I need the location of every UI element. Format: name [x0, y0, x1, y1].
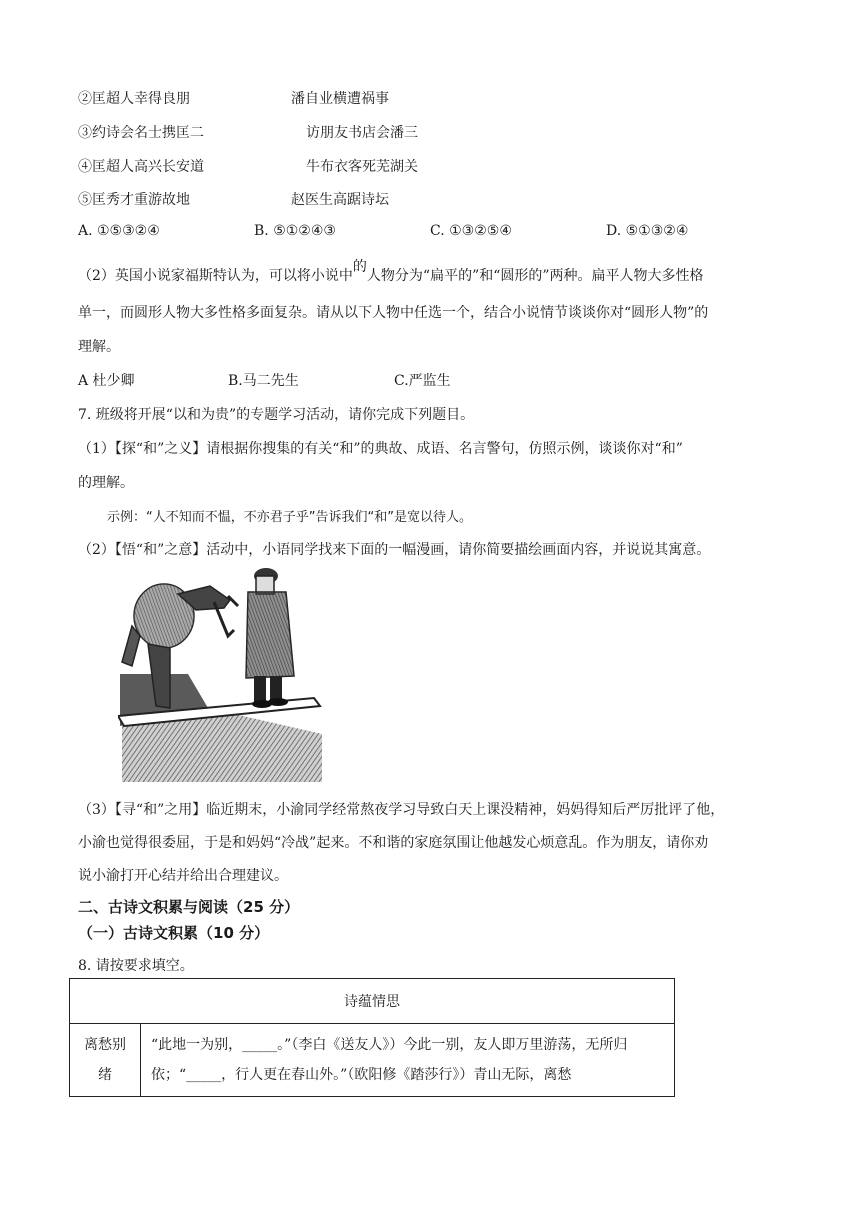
match-row-3-left: ③约诗会名士携匡二 [78, 125, 204, 141]
option-b: B. ⑤①②④③ [254, 223, 336, 239]
table-category [70, 1024, 141, 1097]
comic-illustration [118, 566, 322, 782]
q7-example: 示例：“人不知而不愠，不亦君子乎”告诉我们“和”是宽以待人。 [107, 510, 472, 525]
category-text: 离愁别绪 [84, 1037, 126, 1083]
match-row-3-right: 访朋友书店会潘三 [306, 125, 418, 141]
q7-3-line2: 小渝也觉得很委屈，于是和妈妈“冷战”起来。不和谐的家庭氛围让他越发心烦意乱。作为朋友，请你劝 [78, 835, 709, 851]
q6-2-line1 [78, 259, 704, 285]
section-2-title: 二、古诗文积累与阅读（25 分） [78, 898, 300, 916]
q7-intro: 7. 班级将开展“以和为贵”的专题学习活动，请你完成下列题目。 [78, 407, 475, 423]
match-row-2-left: ②匡超人幸得良朋 [78, 91, 190, 107]
q6-2-line1-b: 人物分为“扁平的”和“圆形的”两种。扁平人物大多性格 [366, 268, 704, 284]
match-row-5-left: ⑤匡秀才重游故地 [78, 192, 190, 208]
match-row-5-right: 赵医生高踞诗坛 [291, 192, 389, 208]
q7-3-line1: （3）【寻“和”之用】临近期末，小渝同学经常熬夜学习导致白天上课没精神，妈妈得知后严厉批评了他， [78, 802, 725, 818]
option-d: D. ⑤①③②④ [606, 223, 689, 239]
poem-table [69, 978, 675, 1097]
q7-1-line2: 的理解。 [78, 475, 134, 491]
table-header: 诗蕴情思 [70, 979, 675, 1024]
match-row-2-right: 潘自业横遭祸事 [291, 91, 389, 107]
q6-2-line1-sup: 的 [352, 259, 367, 275]
q7-1-line1: （1）【探“和”之义】请根据你搜集的有关“和”的典故、成语、名言警句，仿照示例，谈谈你对“和” [78, 441, 683, 457]
section-2-sub1: （一）古诗文积累（10 分） [78, 924, 270, 942]
choice-b: B.马二先生 [228, 373, 299, 389]
q7-3-line3: 说小渝打开心结并给出合理建议。 [78, 868, 288, 884]
match-row-4-left: ④匡超人高兴长安道 [78, 159, 204, 175]
choice-c: C.严监生 [394, 373, 451, 389]
q7-2: （2）【悟“和”之意】活动中，小语同学找来下面的一幅漫画，请你简要描绘画面内容，并说说其寓意。 [78, 542, 711, 558]
q6-2-line3: 理解。 [78, 339, 120, 355]
q6-2-line2: 单一，而圆形人物大多性格多面复杂。请从以下人物中任选一个，结合小说情节谈谈你对“圆形人物”的 [78, 305, 709, 321]
choice-a: A 杜少卿 [78, 373, 135, 389]
q6-2-line1-a: （2）英国小说家福斯特认为，可以将小说中 [78, 268, 353, 284]
table-content: “此地一为别，_____。”（李白《送友人》）今此一别，友人即万里游荡，无所归依；“_____，行人更在春山外。”（欧阳修《踏莎行》）青山无际，离愁 [141, 1024, 675, 1097]
option-c: C. ①③②⑤④ [430, 223, 512, 239]
q8-intro: 8. 请按要求填空。 [78, 958, 194, 974]
match-row-4-right: 牛布衣客死芜湖关 [306, 159, 418, 175]
option-a: A. ①⑤③②④ [78, 223, 160, 239]
